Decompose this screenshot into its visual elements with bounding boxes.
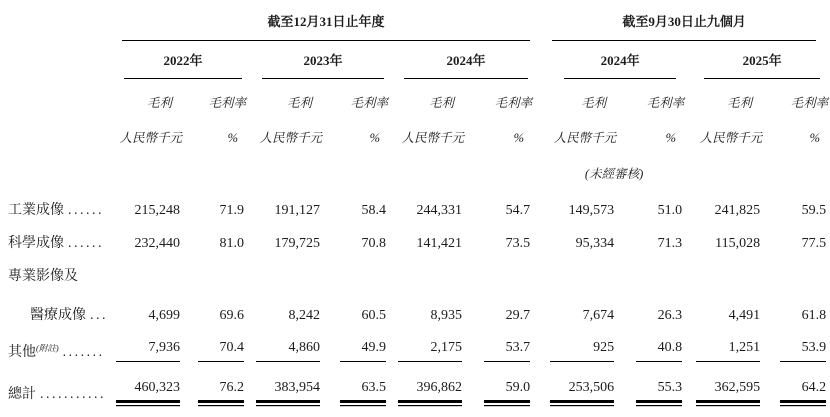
unit-header-percent: % — [227, 131, 238, 145]
cell-margin: 40.8 — [636, 339, 682, 362]
cell-value: 8,935 — [430, 308, 462, 323]
cell-margin: 73.5 — [505, 236, 531, 251]
cell-value: 383,954 — [256, 379, 320, 403]
row-professional-imaging-and — [8, 260, 828, 293]
row-label: 工業成像 — [8, 203, 64, 218]
col-header-gross-profit: 毛利 — [727, 96, 753, 110]
cell-value: 2,175 — [398, 339, 462, 362]
period-header-row — [8, 14, 828, 41]
footnote-marker: (附註) — [36, 343, 59, 353]
corner-blank — [8, 14, 108, 41]
cell-margin: 49.9 — [340, 339, 386, 362]
col-header-gross-margin: 毛利率 — [208, 96, 246, 110]
unit-header-rmb-thousand: 人民幣千元 — [119, 131, 182, 145]
unit-header-row — [8, 111, 828, 146]
cell-value: 1,251 — [696, 339, 760, 362]
cell-margin: 59.5 — [801, 203, 827, 218]
cell-margin: 70.4 — [198, 339, 244, 362]
year-header-2022: 2022年 — [124, 41, 242, 79]
cell-margin: 51.0 — [657, 203, 683, 218]
row-scientific-imaging — [8, 227, 828, 260]
period-header-annual-cell — [108, 14, 532, 41]
dot-leader: ........... — [40, 387, 106, 402]
unaudited-note-row — [8, 146, 828, 182]
dot-leader: ....... — [62, 345, 105, 360]
col-header-gross-margin: 毛利率 — [494, 96, 533, 110]
cell-value: 115,028 — [715, 236, 761, 251]
cell-margin: 53.9 — [780, 339, 826, 362]
cell-value: 396,862 — [398, 379, 462, 403]
cell-value: 244,331 — [416, 203, 462, 218]
cell-margin: 76.2 — [198, 379, 244, 403]
group-spacer — [532, 111, 544, 146]
cell-value: 7,674 — [582, 308, 615, 323]
unaudited-note: (未經審核) — [584, 167, 644, 181]
col-header-gross-margin: 毛利率 — [790, 96, 829, 110]
cell-margin: 69.6 — [219, 308, 244, 323]
year-header-row — [8, 41, 828, 79]
dot-leader: ...... — [68, 203, 104, 218]
cell-margin: 53.7 — [484, 339, 530, 362]
cell-margin: 61.8 — [801, 308, 827, 323]
cell-value: 241,825 — [714, 203, 761, 218]
cell-margin: 58.4 — [361, 203, 386, 218]
cell-value: 460,323 — [116, 379, 180, 403]
col-header-gross-profit: 毛利 — [428, 96, 454, 110]
dot-leader: ... — [90, 308, 108, 323]
col-header-gross-profit: 毛利 — [146, 96, 172, 110]
cell-value: 362,595 — [696, 379, 760, 403]
group-spacer — [532, 41, 544, 79]
year-header-2024-annual: 2024年 — [404, 41, 528, 79]
cell-margin: 55.3 — [636, 379, 682, 403]
cell-value: 4,491 — [728, 308, 761, 323]
group-spacer — [532, 182, 544, 227]
period-header-interim-cell — [544, 14, 828, 41]
cell-margin: 77.5 — [801, 236, 827, 251]
cell-value: 215,248 — [134, 203, 180, 218]
col-header-gross-margin: 毛利率 — [646, 96, 685, 110]
unit-header-percent: % — [665, 131, 677, 145]
cell-value: 7,936 — [116, 339, 180, 362]
group-spacer — [532, 260, 544, 293]
row-industrial-imaging — [8, 182, 828, 227]
row-label: 總計 — [8, 387, 36, 402]
cell-value: 149,573 — [568, 203, 615, 218]
col-header-gross-profit: 毛利 — [581, 96, 607, 110]
group-spacer — [532, 374, 544, 417]
row-medical-imaging — [8, 293, 828, 332]
period-header-annual: 截至12月31日止年度 — [122, 14, 530, 41]
cell-value: 141,421 — [416, 236, 462, 251]
cell-value: 4,860 — [256, 339, 320, 362]
cell-margin: 59.0 — [484, 379, 530, 403]
period-header-interim: 截至9月30日止九個月 — [552, 14, 816, 41]
year-header-2025-interim: 2025年 — [704, 41, 820, 79]
cell-value: 95,334 — [575, 236, 615, 251]
gross-profit-margin-table — [8, 14, 828, 417]
group-spacer — [532, 79, 544, 111]
cell-value: 232,440 — [134, 236, 180, 251]
cell-margin: 81.0 — [219, 236, 244, 251]
unit-header-rmb-thousand: 人民幣千元 — [699, 131, 763, 145]
cell-margin: 71.3 — [657, 236, 683, 251]
cell-margin: 63.5 — [340, 379, 386, 403]
year-header-2024-interim: 2024年 — [564, 41, 676, 79]
group-spacer — [532, 14, 544, 41]
group-spacer — [532, 332, 544, 374]
col-header-gross-profit: 毛利 — [286, 96, 312, 110]
cell-margin: 70.8 — [361, 236, 386, 251]
cell-value: 4,699 — [148, 308, 180, 323]
row-total — [8, 374, 828, 417]
cell-margin: 71.9 — [219, 203, 244, 218]
unit-header-percent: % — [369, 131, 380, 145]
dot-leader: ...... — [68, 236, 104, 251]
unit-header-rmb-thousand: 人民幣千元 — [553, 131, 617, 145]
cell-margin: 26.3 — [657, 308, 683, 323]
cell-margin: 54.7 — [505, 203, 531, 218]
cell-margin: 60.5 — [361, 308, 386, 323]
cell-value: 253,506 — [550, 379, 614, 403]
row-label: 專業影像及 — [8, 269, 78, 284]
col-header-gross-margin: 毛利率 — [350, 96, 388, 110]
cell-margin: 29.7 — [505, 308, 531, 323]
measure-header-row — [8, 79, 828, 111]
row-label: 其他 — [8, 345, 36, 360]
unit-header-percent: % — [513, 131, 525, 145]
row-label: 醫療成像 — [30, 308, 86, 323]
row-others — [8, 332, 828, 374]
row-label: 科學成像 — [8, 236, 64, 251]
cell-value: 8,242 — [288, 308, 320, 323]
unit-header-percent: % — [809, 131, 821, 145]
unit-header-rmb-thousand: 人民幣千元 — [259, 131, 322, 145]
year-header-2023: 2023年 — [262, 41, 384, 79]
cell-margin: 64.2 — [780, 379, 826, 403]
group-spacer — [532, 227, 544, 260]
group-spacer — [532, 293, 544, 332]
unit-header-rmb-thousand: 人民幣千元 — [401, 131, 464, 145]
cell-value: 191,127 — [274, 203, 320, 218]
cell-value: 179,725 — [274, 236, 320, 251]
cell-value: 925 — [550, 339, 614, 362]
